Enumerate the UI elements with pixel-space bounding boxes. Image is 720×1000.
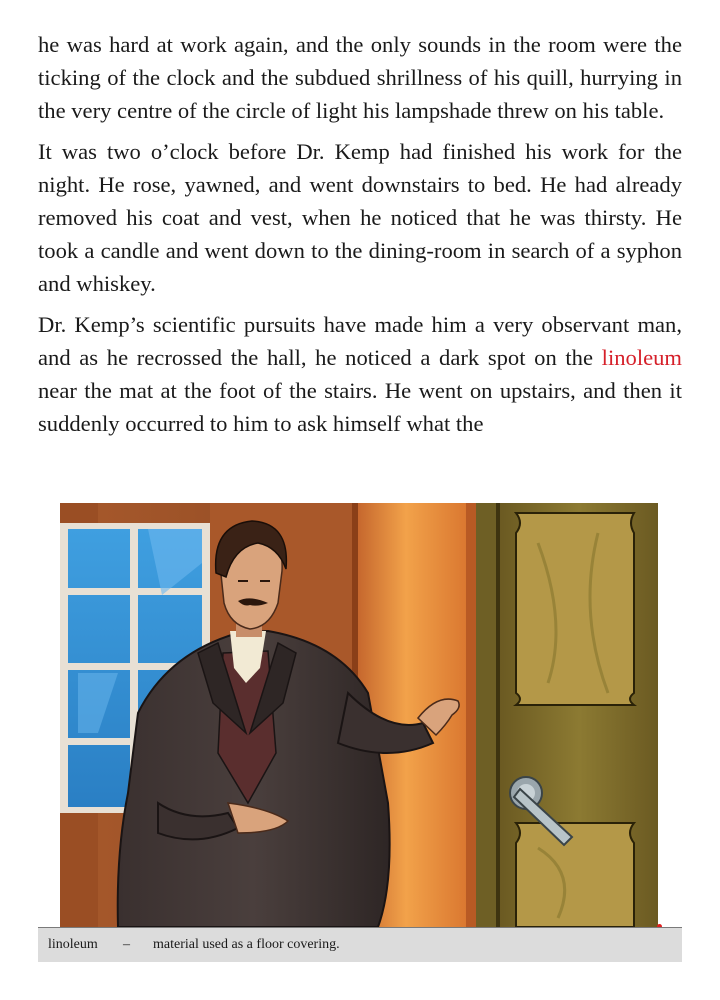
- paragraph-2: It was two o’clock before Dr. Kemp had finished his work for the night. He rose, yawned, and went downstairs to bed. He had already removed his coat and vest, when he noticed that he was thirsty. He took a candle and went down to the dining-room in search of a syphon and whiskey.: [38, 139, 682, 296]
- story-text: [38, 28, 682, 448]
- wooden-door: [500, 503, 658, 927]
- highlighted-word-linoleum[interactable]: linoleum: [601, 345, 682, 370]
- paragraph-3: [38, 308, 682, 440]
- glossary-bar: [38, 927, 682, 962]
- glossary-term: linoleum: [48, 937, 98, 952]
- story-illustration: [38, 503, 658, 927]
- paragraph-3-start: Dr. Kemp’s scientific pursuits have made him a very observant man, and as he recrossed the hall, he noticed a dark spot on the: [38, 312, 682, 370]
- paragraph-1: he was hard at work again, and the only sounds in the room were the ticking of the clock and the subdued shrillness of his quill, hurrying in the very centre of the circle of light his lampshade threw on his table.: [38, 32, 682, 123]
- glossary-dash: –: [123, 937, 130, 952]
- glossary-definition: material used as a floor covering.: [153, 937, 340, 952]
- paragraph-3-end: near the mat at the foot of the stairs. He went on upstairs, and then it suddenly occurred to him to ask himself what the: [38, 378, 682, 436]
